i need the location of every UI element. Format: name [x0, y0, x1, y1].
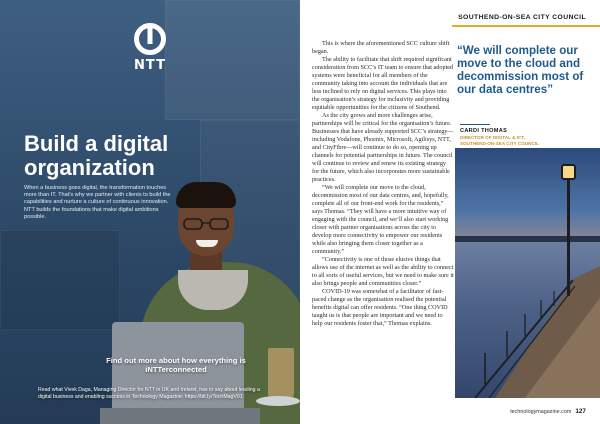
logo-wordmark: NTT [134, 58, 166, 73]
folio-site: technologymagazine.com [510, 409, 572, 415]
pier-deck [455, 148, 600, 398]
lamp-icon [561, 164, 576, 180]
article-paragraph: This is where the aforementioned SCC culture shift began. [312, 40, 450, 55]
quote-attribution-name: CARDI THOMAS [460, 128, 508, 134]
article-paragraph: “Connectivity is one of those elusive things that allows use of the internet as well as the ability to connect to all sorts of useful services, but we need to make sure it also brings people and communities closer.” [312, 256, 454, 287]
article-paragraph: As the city grows and more challenges arise, partnerships will be critical for the organisation’s future. Businesses that have already supported SCC’s strategy—including Vodafone, Phoenix, Microsoft, Agilisys, NTT, and CityFibre—will continue to do so, opening up channels for potential partnerships in future. The council will continue to review and renew its existing strategy for the future, which also incorporates more sustainable practices. [312, 112, 454, 183]
article-paragraph: “We will complete our move to the cloud, decommission most of our data centres, and, hopefully, complete all of our front-end work for the residents,” says Thomas. “They will have a more intuitive way of engaging with the council, and we’ll also start working closer with partner organisations across the city to develop more connectivity to empower our residents while also bringing them closer together as a community.” [312, 184, 449, 255]
article-paragraph: COVID-19 was somewhat of a facilitator of fast-paced change as the organisation realised the potential benefits digital can offer residents. “One thing COVID taught us is that people are important and we need to help our residents foster that,” Thomas explains. [312, 288, 448, 327]
article-body [312, 40, 454, 328]
ad-footer-text: Read what Vivek Daga, Managing Director for NTT in UK and Ireland, has to say about leading a digital business and enabling success in Technology Magazine: https://bit.ly/TechMagV01 [38, 387, 260, 400]
ad-body-text: When a business goes digital, the transformation touches more than IT. That’s why we partner with clients to build the capabilities and nurture a culture of continuous innovation. NTT builds the foundations that make digital ambitions possible. [24, 185, 171, 220]
quote-attribution-role [460, 135, 539, 147]
ad-headline: Build a digital organization [24, 131, 169, 180]
pull-quote: “We will complete our move to the cloud and decommission most of our data centres” [457, 44, 584, 96]
article-page [300, 0, 600, 424]
page-folio [510, 408, 586, 415]
glasses-icon [180, 218, 232, 230]
quote-divider [460, 124, 490, 125]
attribution-role-line: DIRECTOR OF DIGITAL & ICT, [460, 135, 525, 140]
person-hair [176, 182, 236, 208]
person-smile [196, 240, 218, 247]
lamp-post [567, 176, 570, 296]
laptop-base [100, 408, 260, 424]
attribution-org-line: SOUTHEND-ON-SEA CITY COUNCIL [460, 141, 539, 146]
article-paragraph: The ability to facilitate that shift required significant consideration from SCC’s IT team to ensure that adopted systems were beneficial for all members of the community taking into account the individuals that are less inclined to rely on digital services. This plays into the organisation’s strategy for inclusivity and providing equitable opportunities for the citizens of Southend. [312, 56, 454, 111]
page-number: 127 [575, 408, 586, 415]
section-title: SOUTHEND-ON-SEA CITY COUNCIL [458, 14, 586, 21]
pier-photo [455, 148, 600, 398]
section-accent-bar [452, 25, 600, 27]
ad-call-to-action: Find out more about how everything is iNTTerconnected [106, 356, 246, 374]
